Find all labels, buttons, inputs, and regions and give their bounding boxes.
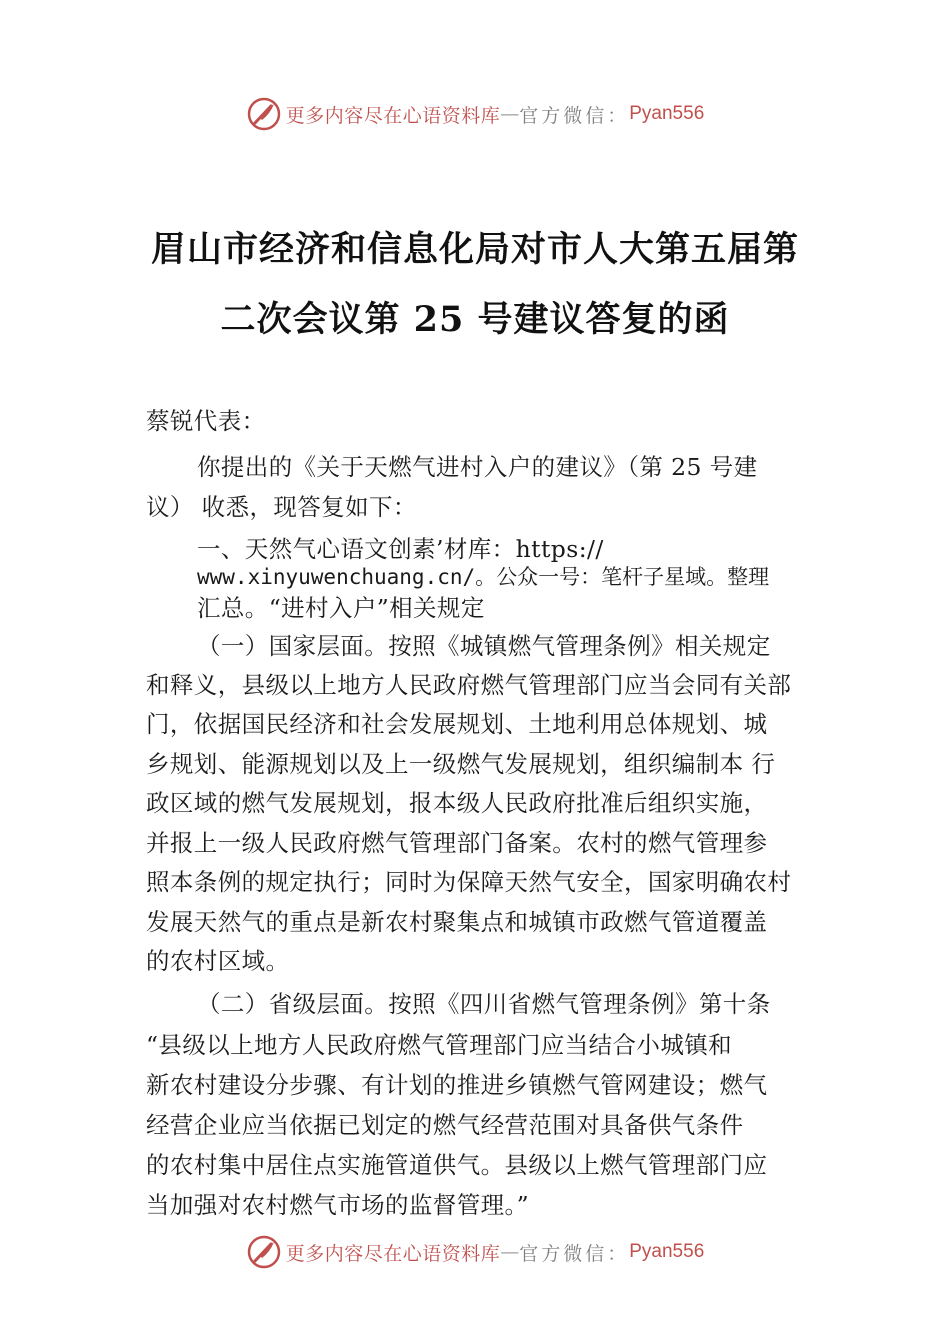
body-line: 的农村区域。 [146,947,290,975]
body-line: （一）国家层面。按照《城镇燃气管理条例》相关规定 [197,632,771,660]
watermark-footer [0,1232,950,1272]
watermark-wechat-id: Pyan556 [629,1241,705,1262]
body-line: （二）省级层面。按照《四川省燃气管理条例》第十条 [197,990,771,1018]
document-title-line-2: 二次会议第 25 号建议答复的函 [220,299,730,340]
body-line: 和释义，县级以上地方人民政府燃气管理部门应当会同有关部 [146,671,792,699]
body-line: 议） 收悉，现答复如下： [146,493,417,521]
watermark-separator: — [500,1241,520,1263]
body-line: 的农村集中居住点实施管道供气。县级以上燃气管理部门应 [146,1151,768,1179]
salutation: 蔡锐代表： [146,407,266,435]
body-line: 当加强对农村燃气市场的监督管理。” [146,1191,530,1219]
body-line: 门，依据国民经济和社会发展规划、土地利用总体规划、城 [146,710,768,738]
website-line: www.xinyuwenchuang.cn/。公众一号：笔杆子星域。整理 [197,565,770,589]
watermark-official-label: 官方微信： [519,104,630,127]
watermark-main-text: 更多内容尽在心语资料库 [285,104,501,127]
quill-logo-icon [246,96,282,132]
section-heading-line: 汇总。“进村入户”相关规定 [197,594,485,622]
body-line: “县级以上地方人民政府燃气管理部门应当结合小城镇和 [146,1031,733,1059]
body-line: 你提出的《关于天燃气进村入户的建议》（第 25 号建 [197,453,758,481]
body-line: 乡规划、能源规划以及上一级燃气发展规划，组织编制本 行 [146,750,776,778]
body-line: 新农村建设分步骤、有计划的推进乡镇燃气管网建设；燃气 [146,1071,768,1099]
watermark-wechat-id: Pyan556 [629,103,705,124]
body-line: 照本条例的规定执行；同时为保障天然气安全，国家明确农村 [146,868,792,896]
body-line: 发展天然气的重点是新农村聚集点和城镇市政燃气管道覆盖 [146,908,768,936]
watermark-main-text: 更多内容尽在心语资料库 [285,1242,501,1265]
watermark-separator: — [500,103,520,125]
body-line: 政区域的燃气发展规划，报本级人民政府批准后组织实施， [146,789,768,817]
watermark-header [0,94,950,134]
section-heading-line: 一、天然气心语文创素’材库：https:// [197,535,604,563]
document-title-line-1: 眉山市经济和信息化局对市人大第五届第 [150,229,799,270]
body-line: 并报上一级人民政府燃气管理部门备案。农村的燃气管理参 [146,829,768,857]
watermark-official-label: 官方微信： [519,1242,630,1265]
body-line: 经营企业应当依据已划定的燃气经营范围对具备供气条件 [146,1111,744,1139]
quill-logo-icon [246,1234,282,1270]
